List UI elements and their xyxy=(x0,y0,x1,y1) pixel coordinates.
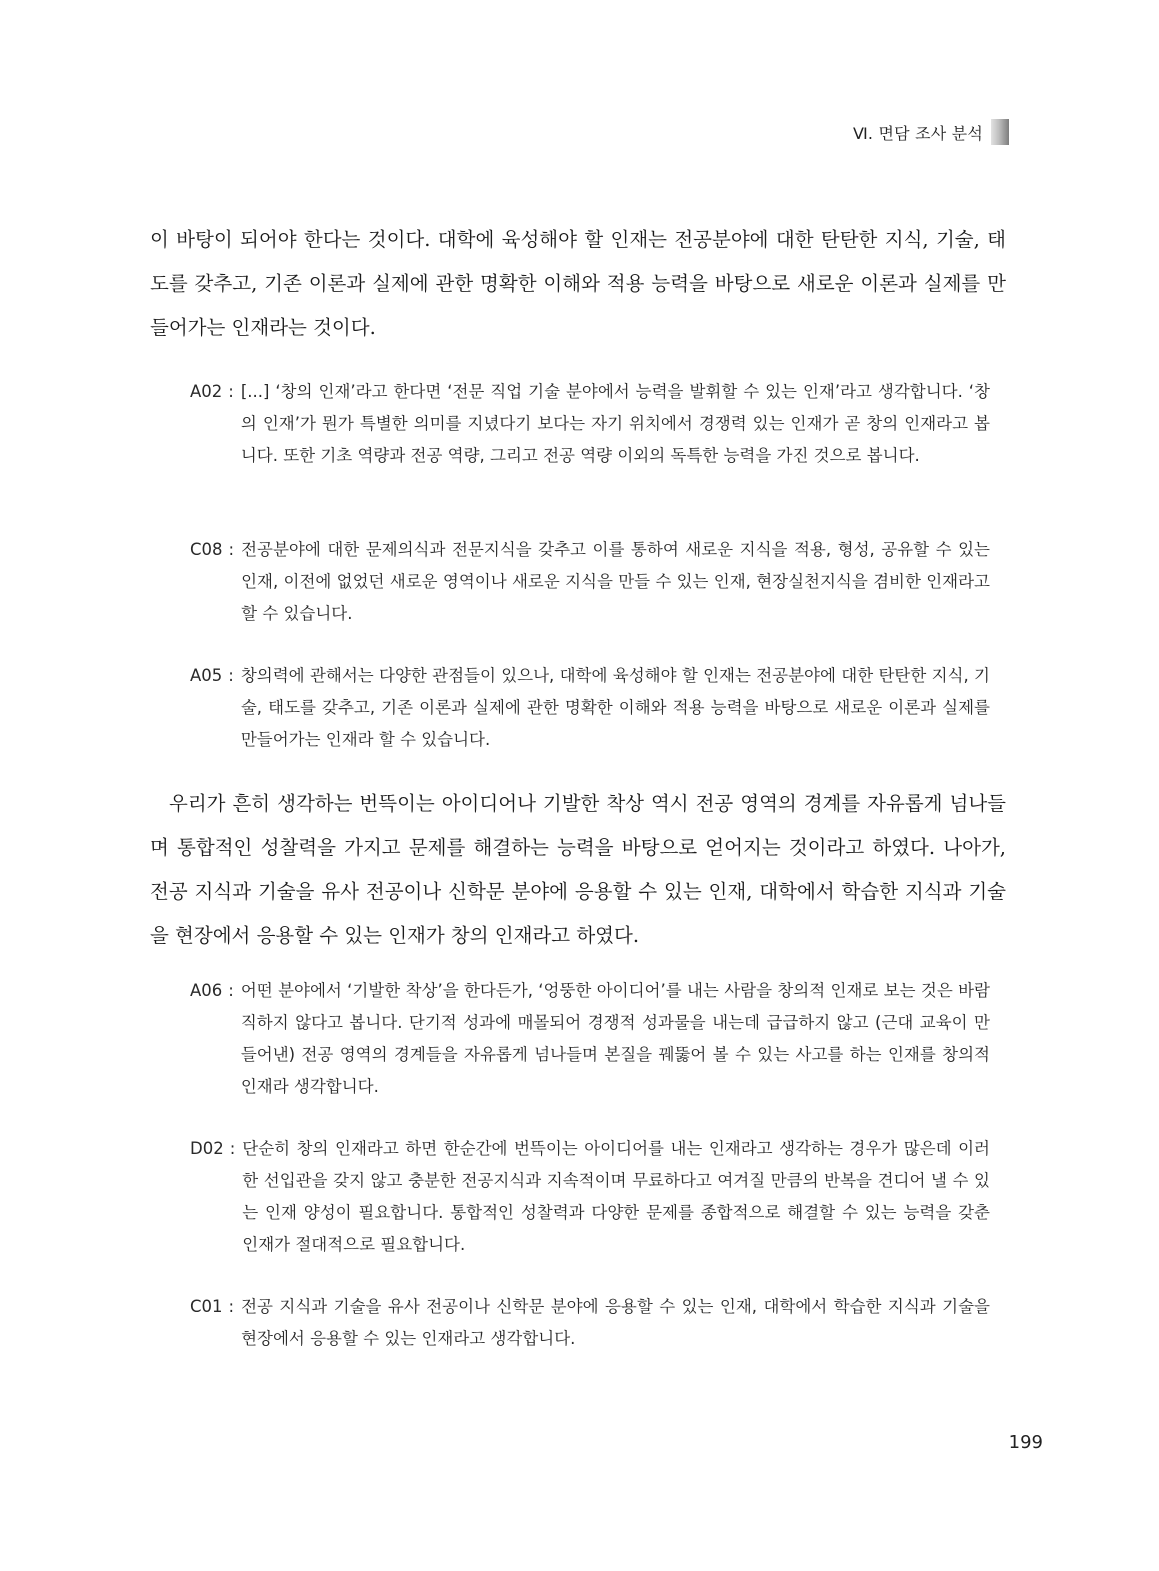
interview-quote-c08 xyxy=(190,534,990,630)
quote-code: C08 xyxy=(190,540,223,559)
quote-text: [...] ‘창의 인재’라고 한다면 ‘전문 직업 기술 분야에서 능력을 발휘할 수 있는 인재’라고 생각합니다. ‘창의 인재’가 뭔가 특별한 의미를 지녔다기 보다는 자기 위치에서 경쟁력 있는 인재가 곧 창의 인재라고 봅니다. 또한 기초 역량과 전공 역량, 그리고 전공 역량 이외의 독특한 능력을 가진 것으로 봅니다. xyxy=(240,382,990,465)
quote-text: 전공분야에 대한 문제의식과 전문지식을 갖추고 이를 통하여 새로운 지식을 적용, 형성, 공유할 수 있는 인재, 이전에 없었던 새로운 영역이나 새로운 지식을 만들 수 있는 인재, 현장실천지식을 겸비한 인재라고 할 수 있습니다. xyxy=(241,540,990,623)
quote-code: A06 xyxy=(190,981,223,1000)
quote-separator: : xyxy=(228,981,234,1000)
body-paragraph-2: 우리가 흔히 생각하는 번뜩이는 아이디어나 기발한 착상 역시 전공 영역의 경계를 자유롭게 넘나들며 통합적인 성찰력을 가지고 문제를 해결하는 능력을 바탕으로 얻어지는 것이라고 하였다. 나아가, 전공 지식과 기술을 유사 전공이나 신학문 분야에 응용할 수 있는 인재, 대학에서 학습한 지식과 기술을 현장에서 응용할 수 있는 인재가 창의 인재라고 하였다. xyxy=(150,792,1006,947)
quote-separator: : xyxy=(228,666,234,685)
quote-separator: : xyxy=(228,1297,235,1316)
quote-separator: : xyxy=(228,382,234,401)
quote-text: 전공 지식과 기술을 유사 전공이나 신학문 분야에 응용할 수 있는 인재, 대학에서 학습한 지식과 기술을 현장에서 응용할 수 있는 인재라고 생각합니다. xyxy=(241,1297,990,1348)
quote-separator: : xyxy=(229,1139,236,1158)
section-title: Ⅵ. 면담 조사 분석 xyxy=(852,123,983,143)
interview-quote-c01 xyxy=(190,1291,990,1355)
quote-text: 창의력에 관해서는 다양한 관점들이 있으나, 대학에 육성해야 할 인재는 전공분야에 대한 탄탄한 지식, 기술, 태도를 갖추고, 기존 이론과 실제에 관한 명확한 이해와 적용 능력을 바탕으로 새로운 이론과 실제를 만들어가는 인재라 할 수 있습니다. xyxy=(240,666,990,749)
interview-quote-a05 xyxy=(190,660,990,756)
interview-quote-d02 xyxy=(190,1133,990,1261)
quote-code: C01 xyxy=(190,1297,223,1316)
quote-text: 단순히 창의 인재라고 하면 한순간에 번뜩이는 아이디어를 내는 인재라고 생각하는 경우가 많은데 이러한 선입관을 갖지 않고 충분한 전공지식과 지속적이며 무료하다고 여겨질 만큼의 반복을 견디어 낼 수 있는 인재 양성이 필요합니다. 통합적인 성찰력과 다양한 문제를 종합적으로 해결할 수 있는 능력을 갖춘 인재가 절대적으로 필요합니다. xyxy=(242,1139,990,1254)
interview-quote-a02 xyxy=(190,376,990,472)
quote-separator: : xyxy=(228,540,235,559)
running-header xyxy=(853,117,1009,147)
body-paragraph-1: 이 바탕이 되어야 한다는 것이다. 대학에 육성해야 할 인재는 전공분야에 대한 탄탄한 지식, 기술, 태도를 갖추고, 기존 이론과 실제에 관한 명확한 이해와 적용 능력을 바탕으로 새로운 이론과 실제를 만들어가는 인재라는 것이다. xyxy=(150,228,1006,339)
header-gradient-bar xyxy=(991,119,1009,145)
quote-code: A05 xyxy=(190,666,223,685)
quote-code: A02 xyxy=(190,382,223,401)
page-number: 199 xyxy=(1008,1432,1043,1453)
interview-quote-a06 xyxy=(190,975,990,1103)
quote-code: D02 xyxy=(190,1139,224,1158)
quote-text: 어떤 분야에서 ‘기발한 착상’을 한다든가, ‘엉뚱한 아이디어’를 내는 사람을 창의적 인재로 보는 것은 바람직하지 않다고 봅니다. 단기적 성과에 매몰되어 경쟁적 성과물을 내는데 급급하지 않고 (근대 교육이 만들어낸) 전공 영역의 경계들을 자유롭게 넘나들며 본질을 꿰뚫어 볼 수 있는 사고를 하는 인재를 창의적 인재라 생각합니다. xyxy=(240,981,990,1096)
